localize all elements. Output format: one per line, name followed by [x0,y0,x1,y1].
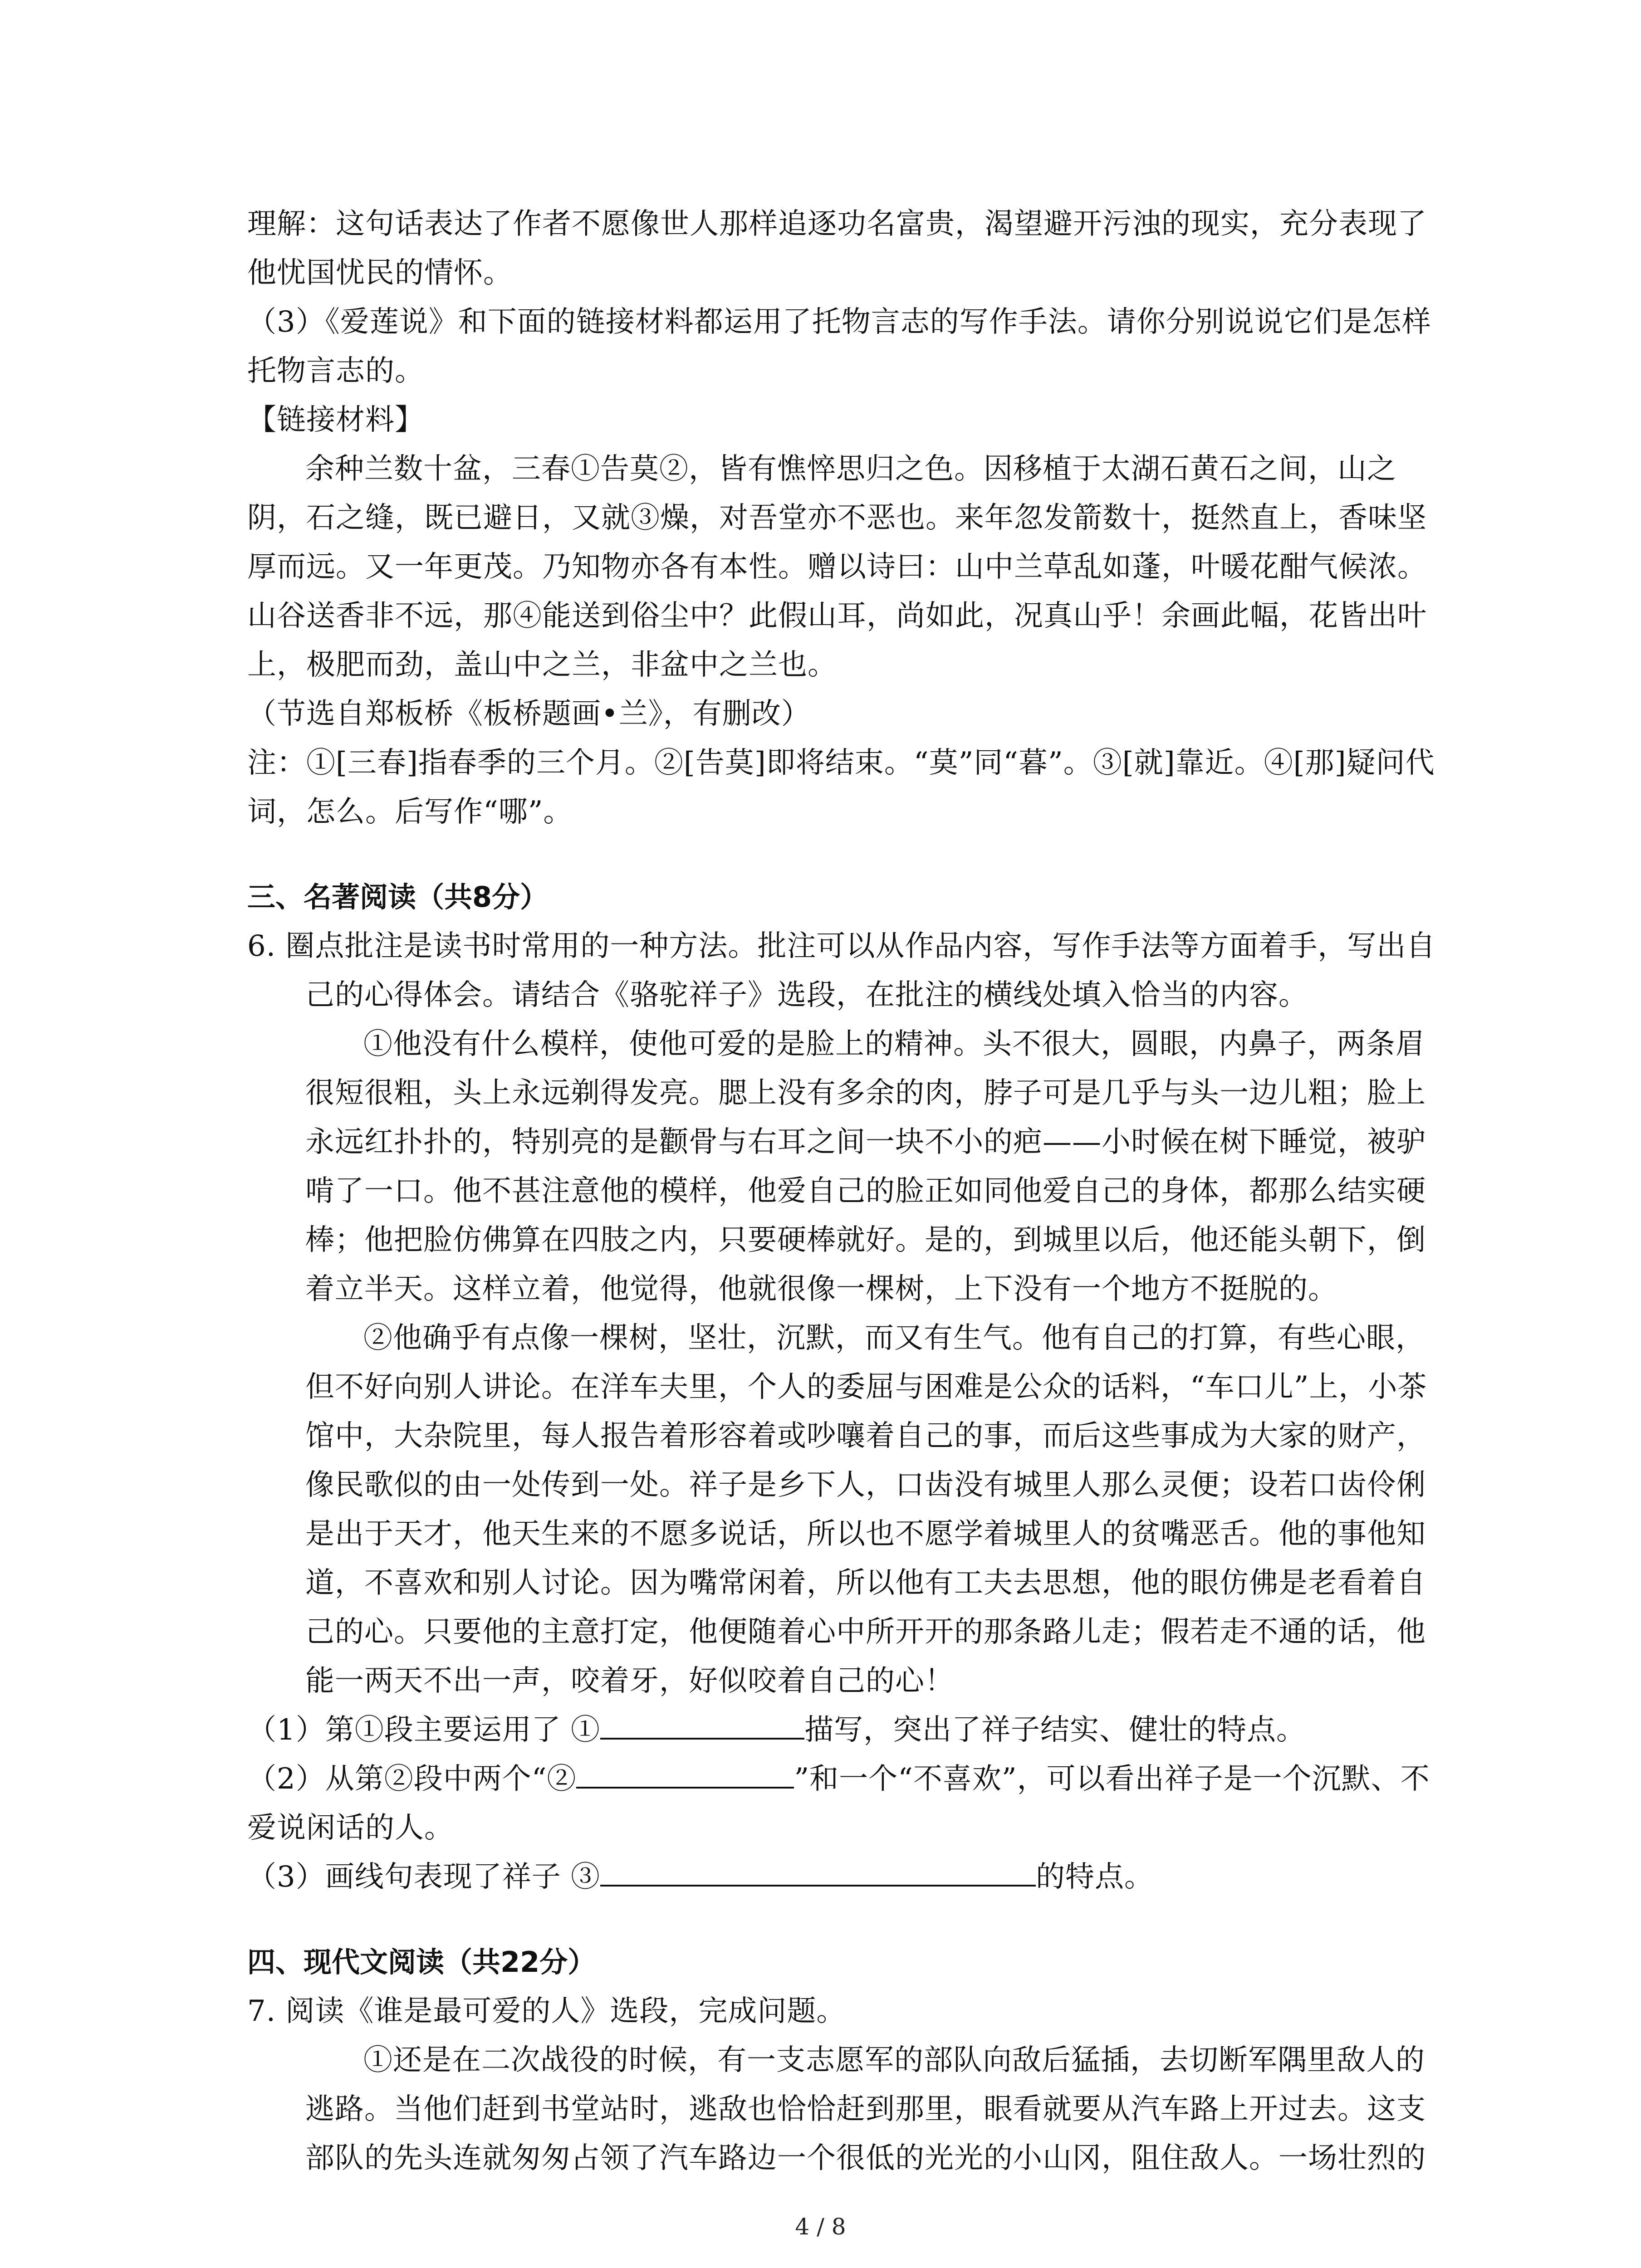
question-7-intro: 7. 阅读《谁是最可爱的人》选段，完成问题。 [247,1994,846,2028]
question-6-1-pre: （1）第①段主要运用了 ① [247,1713,601,1747]
question-6-1-post: 描写，突出了祥子结实、健壮的特点。 [804,1713,1306,1747]
answer-blank-1[interactable] [600,1706,804,1740]
page-number: 4 / 8 [795,2214,846,2240]
question-6-passage [247,1020,1450,1706]
answer-blank-3[interactable] [600,1853,1036,1887]
section-3-heading: 三、名著阅读（共8分） [247,880,549,914]
question-6-2-post: ”和一个“不喜欢”，可以看出祥子是一个沉默、不爱说闲话的人。 [247,1762,1430,1845]
passage-paragraph-2: ②他确乎有点像一棵树，坚壮，沉默，而又有生气。他有自己的打算，有些心眼，但不好向别人讲论。在洋车夫里，个人的委屈与困难是公众的话料，“车口儿”上，小茶馆中，大杂院里，每人报告着形容着或吵嚷着自己的事，而后这些事成为大家的财产，像民歌似的由一处传到一处。祥子是乡下人，口齿没有城里人那么灵便；设若口齿伶俐是出于天才，他天生来的不愿多说话，所以也不愿学着城里人的贫嘴恶舌。他的事他知道，不喜欢和别人讨论。因为嘴常闲着，所以他有工夫去思想，他的眼仿佛是老看着自己的心。只要他的主意打定，他便随着心中所开开的那条路儿走；假若走不通的话，他能一两天不出一声，咬着牙，好似咬着自己的心！ [305,1321,1427,1698]
question-6-3-post: 的特点。 [1036,1860,1154,1894]
passage-7-paragraph-1: ①还是在二次战役的时候，有一支志愿军的部队向敌后猛插，去切断军隅里敌人的逃路。当他们赶到书堂站时，逃敌也恰恰赶到那里，眼看就要从汽车路上开过去。这支部队的先头连就匆匆占领了汽车路边一个很低的光光的小山冈，阻住敌人。一场壮烈的 [305,2043,1426,2175]
link-material-text: 余种兰数十盆，三春①告莫②，皆有憔悴思归之色。因移植于太湖石黄石之间，山之阴，石之缝，既已避日，又就③燥，对吾堂亦不恶也。来年忽发箭数十，挺然直上，香味坚厚而远。又一年更茂。乃知物亦各有本性。赠以诗曰：山中兰草乱如蓬，叶暖花酣气候浓。山谷送香非不远，那④能送到俗尘中？此假山耳，尚如此，况真山乎！余画此幅，花皆出叶上，极肥而劲，盖山中之兰，非盆中之兰也。 [247,452,1427,682]
question-3-prompt: （3）《爱莲说》和下面的链接材料都运用了托物言志的写作手法。请你分别说说它们是怎样托物言志的。 [247,305,1431,388]
question-6-2-pre: （2）从第②段中两个“② [247,1762,577,1796]
section-4-heading: 四、现代文阅读（共22分） [247,1945,596,1979]
answer-blank-2[interactable] [576,1755,794,1789]
question-6-3-pre: （3）画线句表现了祥子 ③ [247,1860,601,1894]
link-material-title: 【链接材料】 [247,403,424,437]
question-7-passage [247,2036,1450,2183]
question-6-2 [247,1755,1450,1853]
understanding-text: 理解：这句话表达了作者不愿像世人那样追逐功名富贵，渴望避开污浊的现实，充分表现了他忧国忧民的情怀。 [247,207,1427,290]
passage-paragraph-1: ①他没有什么模样，使他可爱的是脸上的精神。头不很大，圆眼，内鼻子，两条眉很短很粗，头上永远剃得发亮。腮上没有多余的肉，脖子可是几乎与头一边儿粗；脸上永远红扑扑的，特别亮的是颧骨与右耳之间一块不小的疤——小时候在树下睡觉，被驴啃了一口。他不甚注意他的模样，他爱自己的脸正如同他爱自己的身体，都那么结实硬棒；他把脸仿佛算在四肢之内，只要硬棒就好。是的，到城里以后，他还能头朝下，倒着立半天。这样立着，他觉得，他就很像一棵树，上下没有一个地方不挺脱的。 [305,1027,1426,1306]
question-6-1 [247,1706,1450,1755]
link-material-note: 注：①[三春]指春季的三个月。②[告莫]即将结束。“莫”同“暮”。③[就]靠近。④[那]疑问代词，怎么。后写作“哪”。 [247,746,1435,829]
page-content [247,200,1450,2183]
question-6-3 [247,1853,1450,1901]
question-6-intro: 6. 圈点批注是读书时常用的一种方法。批注可以从作品内容，写作手法等方面着手，写出自己的心得体会。请结合《骆驼祥子》选段，在批注的横线处填入恰当的内容。 [247,929,1436,1012]
link-material-source: （节选自郑板桥《板桥题画•兰》，有删改） [247,697,811,731]
